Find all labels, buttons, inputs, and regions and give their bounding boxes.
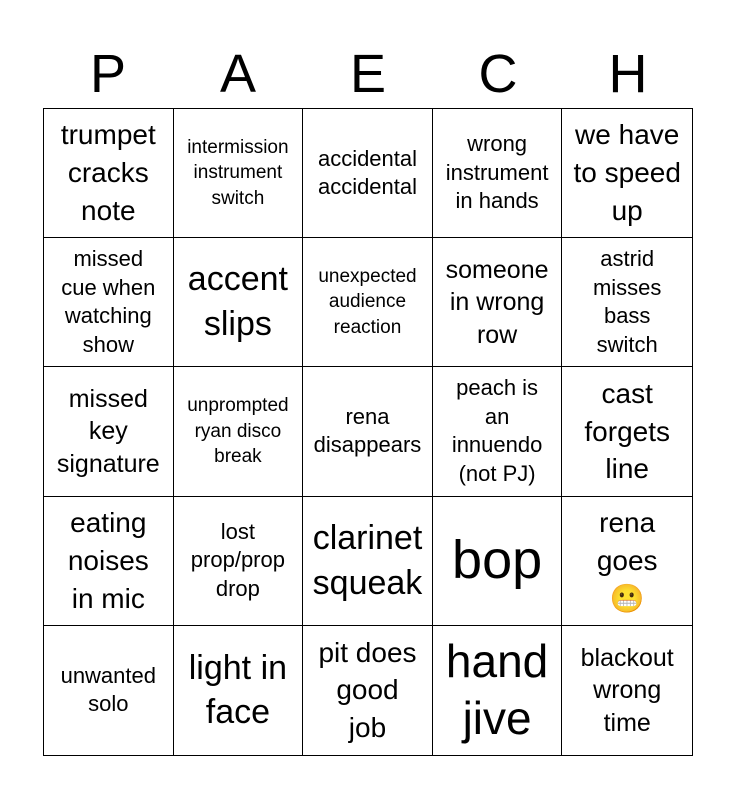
bingo-cell[interactable] [303, 367, 433, 496]
bingo-cell[interactable] [562, 367, 692, 496]
cell-text: unexpected audience reaction [318, 265, 417, 339]
bingo-cell[interactable] [433, 367, 563, 496]
cell-text: clarinet squeak [312, 518, 423, 602]
bingo-cell[interactable] [303, 626, 433, 755]
bingo-cell[interactable] [44, 367, 174, 496]
cell-text: light in face [188, 648, 288, 732]
bingo-cell[interactable] [562, 109, 692, 238]
cell-text: pit does good job [318, 636, 417, 744]
cell-text: accent slips [187, 260, 288, 344]
cell-text: rena disappears [313, 403, 422, 458]
cell-text: unwanted solo [60, 662, 156, 717]
bingo-cell[interactable] [174, 497, 304, 626]
bingo-cell[interactable] [44, 238, 174, 367]
cell-text: missed cue when watching show [61, 246, 156, 357]
cell-text: blackout wrong time [580, 643, 674, 737]
bingo-cell[interactable] [303, 238, 433, 367]
cell-text: unprompted ryan disco break [187, 395, 289, 468]
cell-text: bop [452, 530, 543, 590]
bingo-cell[interactable] [44, 497, 174, 626]
header-letter-c: C [478, 44, 518, 104]
bingo-cell[interactable] [562, 626, 692, 755]
cell-text: we have to speed up [573, 119, 681, 226]
bingo-cell[interactable] [174, 626, 304, 755]
bingo-cell[interactable] [174, 367, 304, 496]
cell-text: peach is an innuendo (not PJ) [451, 375, 543, 487]
cell-text: wrong instrument in hands [445, 131, 549, 214]
bingo-cell[interactable] [433, 626, 563, 755]
header-letter-e: E [349, 44, 387, 104]
bingo-cell[interactable] [303, 497, 433, 626]
cell-text: rena goes 😬 [596, 507, 658, 614]
bingo-cell[interactable] [433, 497, 563, 626]
bingo-cell[interactable] [433, 238, 563, 367]
cell-text: astrid misses bass switch [592, 246, 662, 357]
cell-text: cast forgets line [584, 377, 670, 485]
bingo-cell[interactable] [562, 238, 692, 367]
cell-text: someone in wrong row [445, 255, 549, 349]
cell-text: hand jive [445, 634, 549, 745]
bingo-header [43, 40, 693, 108]
header-letter-a: A [219, 44, 257, 104]
cell-text: eating noises in mic [67, 507, 149, 614]
cell-text: accidental accidental [317, 145, 418, 200]
bingo-cell[interactable] [44, 626, 174, 755]
bingo-board [43, 108, 693, 756]
bingo-cell[interactable] [174, 238, 304, 367]
header-letter-p: P [89, 44, 127, 104]
bingo-cell[interactable] [174, 109, 304, 238]
cell-text: lost prop/prop drop [190, 518, 285, 601]
cell-text: intermission instrument switch [187, 136, 289, 209]
header-letter-h: H [608, 44, 648, 104]
bingo-cell[interactable] [433, 109, 563, 238]
cell-text: trumpet cracks note [60, 119, 156, 226]
bingo-cell[interactable] [303, 109, 433, 238]
bingo-cell[interactable] [44, 109, 174, 238]
cell-text: missed key signature [56, 384, 160, 478]
bingo-cell[interactable] [562, 497, 692, 626]
